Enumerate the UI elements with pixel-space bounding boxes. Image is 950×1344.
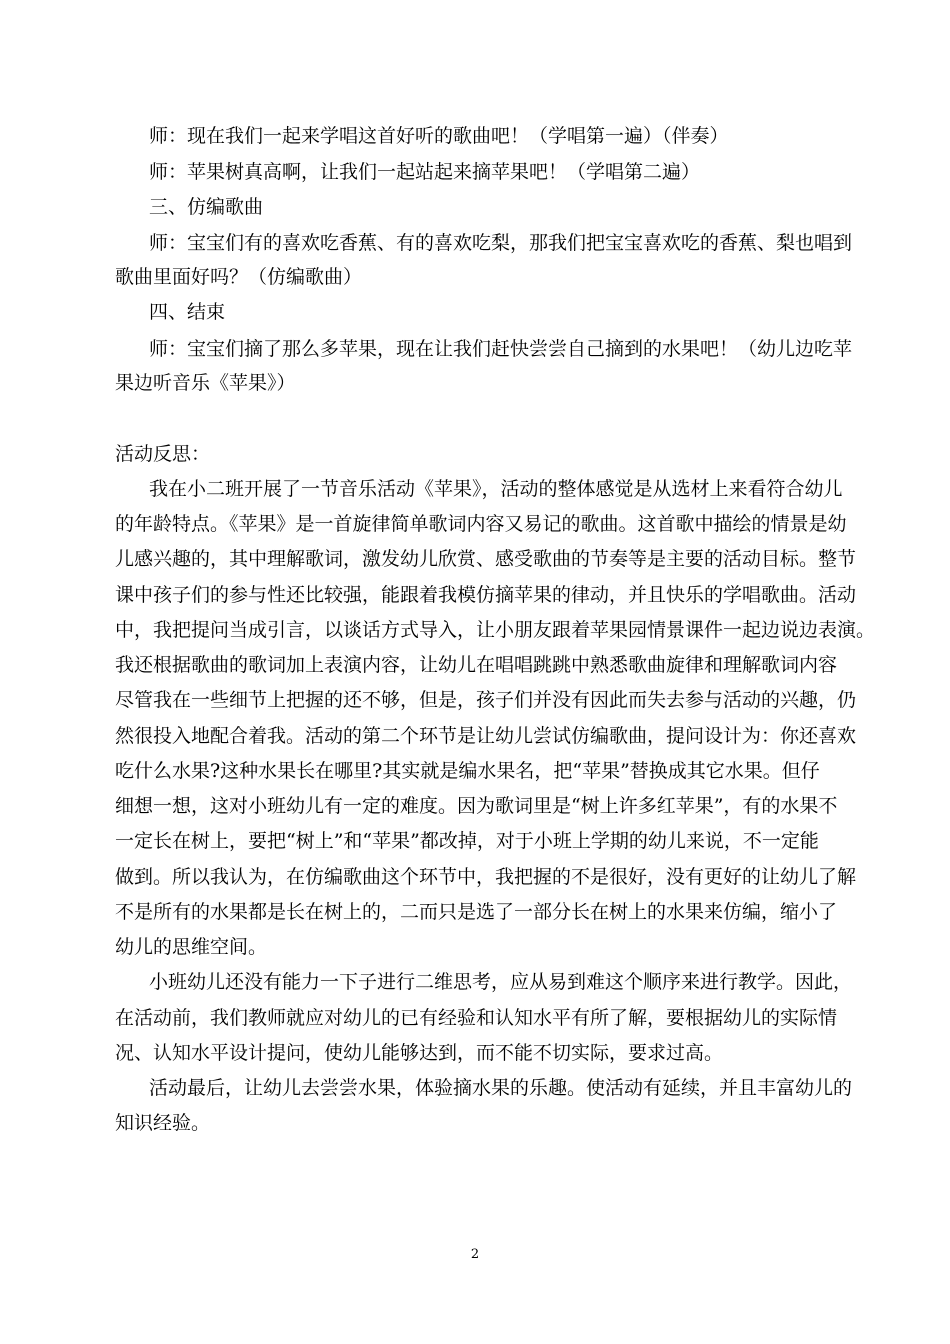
paragraph-line: 我在小二班开展了一节音乐活动《苹果》，活动的整体感觉是从选材上来看符合幼儿 [149,478,843,500]
paragraph-line: 一定长在树上，要把“树上”和“苹果”都改掉，对于小班上学期的幼儿来说，不一定能 [115,830,819,852]
paragraph-line: 不是所有的水果都是长在树上的，二而只是选了一部分长在树上的水果来仿编，缩小了 [115,901,838,923]
page-number: 2 [470,1247,480,1262]
reflection-heading: 活动反思： [115,443,211,465]
paragraph-line: 歌曲里面好吗？（仿编歌曲） [115,266,363,288]
section-heading: 四、结束 [149,301,226,323]
paragraph-line: 在活动前，我们教师就应对幼儿的已有经验和认知水平有所了解，要根据幼儿的实际情 [115,1007,838,1029]
paragraph-line: 师：现在我们一起来学唱这首好听的歌曲吧！（学唱第一遍）（伴奏） [149,125,729,147]
paragraph-line: 细想一想，这对小班幼儿有一定的难度。因为歌词里是“树上许多红苹果”，有的水果不 [115,795,838,817]
paragraph-line: 师：宝宝们摘了那么多苹果，现在让我们赶快尝尝自己摘到的水果吧！（幼儿边吃苹 [149,338,853,360]
paragraph-line: 的年龄特点。《苹果》是一首旋律简单歌词内容又易记的歌曲。这首歌中描绘的情景是幼 [115,513,847,535]
paragraph-line: 活动最后，让幼儿去尝尝水果，体验摘水果的乐趣。使活动有延续，并且丰富幼儿的 [149,1077,853,1099]
paragraph-line: 知识经验。 [115,1112,211,1134]
paragraph-line: 师：宝宝们有的喜欢吃香蕉、有的喜欢吃梨，那我们把宝宝喜欢吃的香蕉、梨也唱到 [149,232,853,254]
paragraph-line: 中，我把提问当成引言，以谈话方式导入，让小朋友跟着苹果园情景课件一起边说边表演。 [115,619,876,641]
paragraph-line: 课中孩子们的参与性还比较强，能跟着我模仿摘苹果的律动，并且快乐的学唱歌曲。活动 [115,584,857,606]
paragraph-line: 果边听音乐《苹果》） [115,372,296,394]
paragraph-line: 小班幼儿还没有能力一下子进行二维思考，应从易到难这个顺序来进行教学。因此， [149,971,853,993]
paragraph-line: 况、认知水平设计提问，使幼儿能够达到，而不能不切实际，要求过高。 [115,1042,724,1064]
paragraph-line: 我还根据歌曲的歌词加上表演内容，让幼儿在唱唱跳跳中熟悉歌曲旋律和理解歌词内容 [115,654,838,676]
paragraph-line: 尽管我在一些细节上把握的还不够，但是，孩子们并没有因此而失去参与活动的兴趣，仍 [115,689,857,711]
section-heading: 三、仿编歌曲 [149,196,264,218]
paragraph-line: 吃什么水果?这种水果长在哪里?其实就是编水果名，把“苹果”替换成其它水果。但仔 [115,760,820,782]
paragraph-line: 然很投入地配合着我。活动的第二个环节是让幼儿尝试仿编歌曲，提问设计为：你还喜欢 [115,725,857,747]
paragraph-line: 幼儿的思维空间。 [115,936,268,958]
paragraph-line: 师：苹果树真高啊，让我们一起站起来摘苹果吧！（学唱第二遍） [149,161,701,183]
paragraph-line: 儿感兴趣的，其中理解歌词，激发幼儿欣赏、感受歌曲的节奏等是主要的活动目标。整节 [115,548,857,570]
paragraph-line: 做到。所以我认为，在仿编歌曲这个环节中，我把握的不是很好，没有更好的让幼儿了解 [115,866,857,888]
